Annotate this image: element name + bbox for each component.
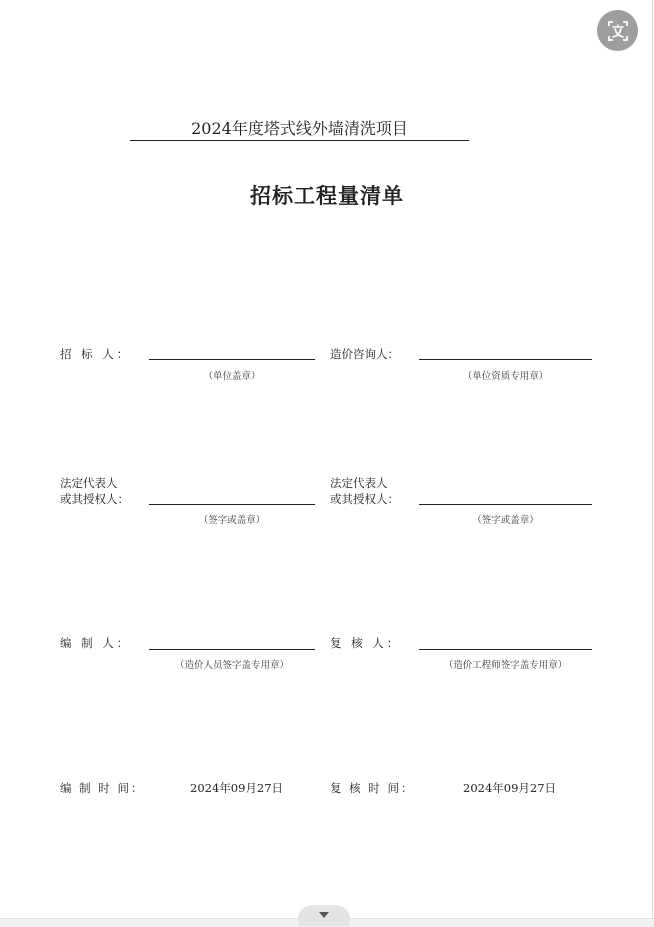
legal-rep-signature-line <box>149 504 315 505</box>
cost-consultant-caption: （单位资质专用章） <box>462 371 549 382</box>
reviewer-label: 复 核 人： <box>330 636 402 650</box>
expand-toolbar-button[interactable] <box>298 905 350 926</box>
consultant-legal-rep-caption: （签字或盖章） <box>472 515 539 526</box>
review-time-value: 2024年09月27日 <box>463 781 557 795</box>
legal-rep-caption: （签字或盖章） <box>198 515 266 526</box>
consultant-legal-rep-label-line1: 法定代表人 <box>330 476 388 490</box>
chevron-down-icon <box>318 911 330 919</box>
page-title: 招标工程量清单 <box>250 184 404 208</box>
translate-icon <box>606 19 630 43</box>
compile-time-value: 2024年09月27日 <box>190 781 284 795</box>
legal-rep-label-line1: 法定代表人 <box>60 476 118 490</box>
project-name: 2024年度塔式线外墙清洗项目 <box>130 118 469 141</box>
compiler-label: 编 制 人： <box>60 636 132 650</box>
review-time-label: 复 核 时 间： <box>330 781 415 795</box>
consultant-legal-rep-label-line2: 或其授权人： <box>330 492 399 506</box>
legal-rep-label-line2: 或其授权人： <box>60 492 129 506</box>
compiler-signature-line <box>149 649 315 650</box>
cost-consultant-label: 造价咨询人： <box>330 347 399 361</box>
consultant-legal-rep-signature-line <box>419 504 592 505</box>
tenderer-label: 招 标 人： <box>60 347 132 361</box>
reviewer-signature-line <box>419 649 592 650</box>
reviewer-caption: （造价工程师签字盖专用章） <box>443 660 568 671</box>
tenderer-signature-line <box>149 359 315 360</box>
compiler-caption: （造价人员签字盖专用章） <box>174 660 289 671</box>
tenderer-caption: （单位盖章） <box>203 371 261 382</box>
translate-button[interactable] <box>597 10 638 51</box>
page-edge <box>652 0 653 926</box>
compile-time-label: 编 制 时 间： <box>60 781 145 795</box>
cost-consultant-signature-line <box>419 359 592 360</box>
